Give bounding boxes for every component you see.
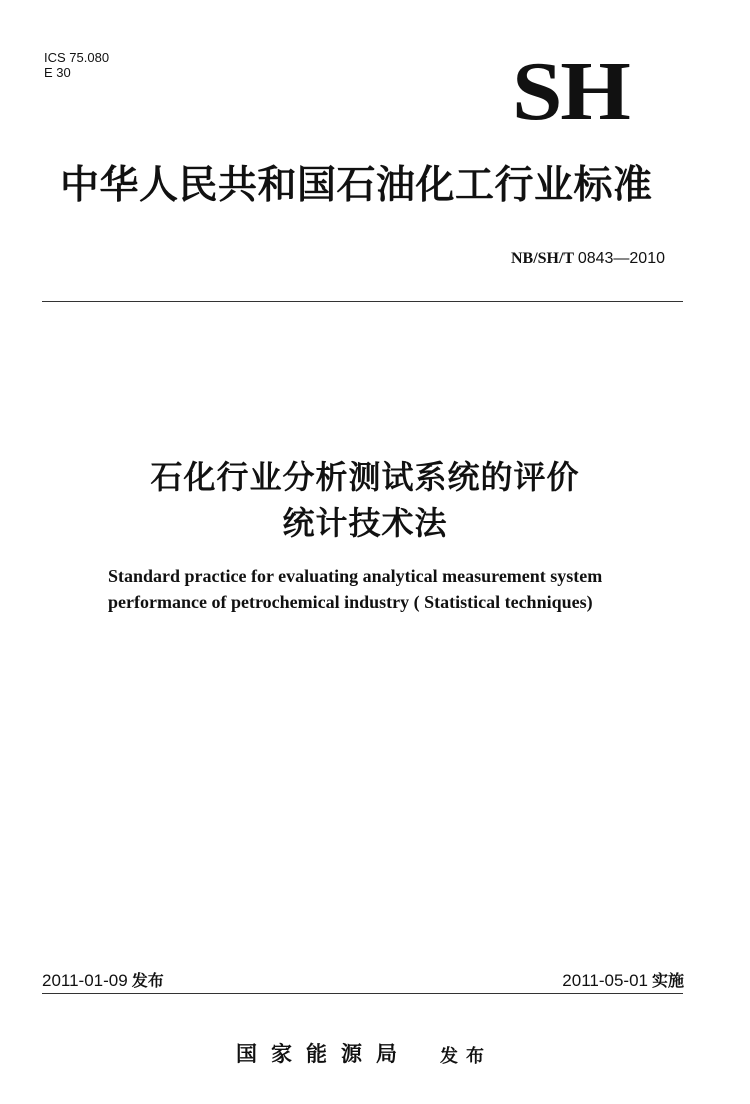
standard-prefix: NB/SH/T	[510, 250, 574, 267]
sh-logo: SH	[512, 45, 629, 138]
standard-number	[511, 250, 665, 268]
implementation-date-value: 2011-05-01	[562, 971, 648, 990]
english-title-line-2: performance of petrochemical industry ( Statistical techniques)	[108, 592, 593, 612]
issue-label: 发布	[440, 1046, 492, 1067]
publish-date	[42, 968, 164, 991]
classification-codes	[44, 50, 109, 80]
chinese-title-line-1: 石化行业分析测试系统的评价	[150, 458, 580, 496]
standard-category-title: 中华人民共和国石油化工行业标准	[60, 163, 653, 208]
standard-number-value: 0843—2010	[577, 250, 665, 267]
ccs-code: E 30	[44, 65, 71, 80]
english-title-line-1: Standard practice for evaluating analytical measurement system	[108, 566, 603, 586]
chinese-title-line-2: 统计技术法	[282, 504, 448, 542]
publish-label: 发布	[131, 971, 164, 990]
implementation-label: 实施	[651, 971, 684, 990]
publish-date-value: 2011-01-09	[42, 971, 128, 990]
issuing-authority: 国家能源局	[236, 1042, 411, 1066]
implementation-date	[562, 968, 684, 991]
bottom-divider	[42, 993, 683, 994]
top-divider	[42, 301, 683, 302]
ics-code: ICS 75.080	[44, 50, 110, 65]
